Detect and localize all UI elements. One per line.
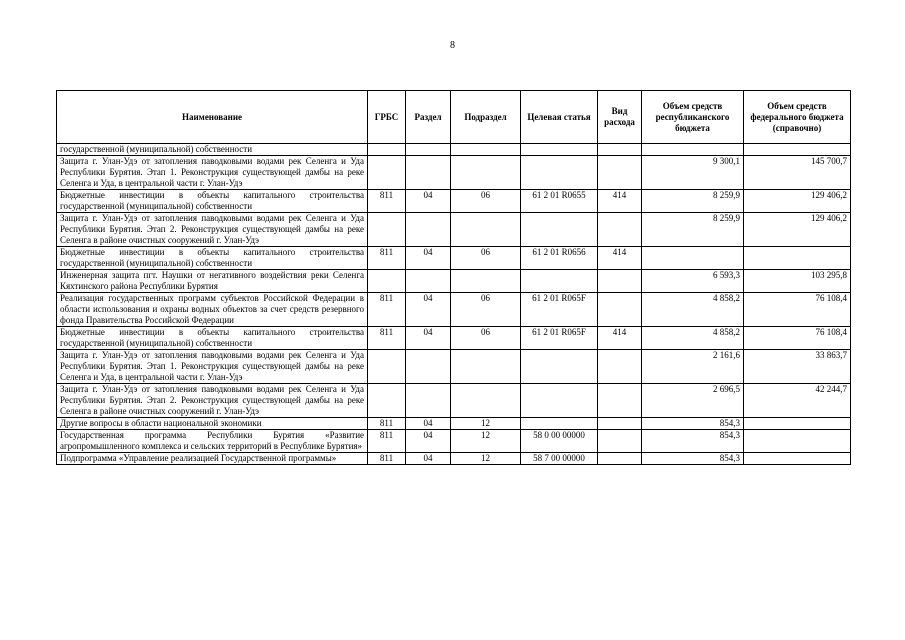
page-number: 8	[450, 40, 455, 51]
cell-target	[521, 384, 598, 418]
header-name: Наименование	[57, 91, 368, 144]
cell-target: 61 2 01 R065F	[521, 327, 598, 350]
table-row	[57, 156, 851, 190]
header-expense-type: Вид расхода	[598, 91, 642, 144]
cell-subsection	[451, 384, 521, 418]
cell-target: 61 2 01 R0655	[521, 190, 598, 213]
cell-target	[521, 156, 598, 190]
cell-subsection: 06	[451, 327, 521, 350]
cell-federal-budget	[744, 453, 851, 465]
cell-grbs	[368, 213, 406, 247]
cell-federal-budget: 129 406,2	[744, 190, 851, 213]
cell-expense-type: 414	[598, 327, 642, 350]
table-row	[57, 453, 851, 465]
cell-section: 04	[406, 418, 451, 430]
cell-subsection: 06	[451, 293, 521, 327]
cell-federal-budget: 129 406,2	[744, 213, 851, 247]
cell-federal-budget	[744, 418, 851, 430]
cell-grbs	[368, 144, 406, 156]
cell-subsection	[451, 350, 521, 384]
header-federal-budget: Объем средств федерального бюджета (справочно)	[744, 91, 851, 144]
header-grbs: ГРБС	[368, 91, 406, 144]
cell-expense-type	[598, 453, 642, 465]
cell-name: Другие вопросы в области национальной экономики	[57, 418, 368, 430]
cell-republic-budget: 6 593,3	[642, 270, 744, 293]
table-row	[57, 327, 851, 350]
cell-subsection	[451, 156, 521, 190]
cell-name: Государственная программа Республики Бурятия «Развитие агропромышленного комплекса и сельских территорий в Республике Бурятия»	[57, 430, 368, 453]
cell-republic-budget: 854,3	[642, 453, 744, 465]
cell-name: Реализация государственных программ субъектов Российской Федерации в области использования и охраны водных объектов за счет средств резервного фонда Правительства Российской Федерации	[57, 293, 368, 327]
cell-grbs: 811	[368, 247, 406, 270]
budget-table	[56, 90, 851, 465]
header-target: Целевая статья	[521, 91, 598, 144]
cell-section: 04	[406, 453, 451, 465]
cell-section: 04	[406, 430, 451, 453]
cell-expense-type	[598, 418, 642, 430]
header-section: Раздел	[406, 91, 451, 144]
cell-section: 04	[406, 190, 451, 213]
cell-name: Инженерная защита пгт. Наушки от негативного воздействия реки Селенга Кяхтинского района Республики Бурятия	[57, 270, 368, 293]
cell-subsection: 12	[451, 430, 521, 453]
cell-target	[521, 213, 598, 247]
table-row	[57, 270, 851, 293]
cell-subsection: 12	[451, 453, 521, 465]
cell-republic-budget: 854,3	[642, 418, 744, 430]
cell-section	[406, 384, 451, 418]
cell-expense-type	[598, 144, 642, 156]
cell-section: 04	[406, 327, 451, 350]
cell-federal-budget: 76 108,4	[744, 293, 851, 327]
cell-name: Бюджетные инвестиции в объекты капитального строительства государственной (муниципальной) собственности	[57, 247, 368, 270]
cell-target: 61 2 01 R065F	[521, 293, 598, 327]
table-row	[57, 247, 851, 270]
table-row	[57, 190, 851, 213]
cell-name: Защита г. Улан-Удэ от затопления паводковыми водами рек Селенга и Уда Республики Бурятия. Этап 2. Реконструкция существующей дамбы на реке Селенга в районе очистных сооружений г. Улан-Удэ	[57, 213, 368, 247]
table-row	[57, 350, 851, 384]
cell-section	[406, 270, 451, 293]
cell-grbs: 811	[368, 190, 406, 213]
cell-name: Защита г. Улан-Удэ от затопления паводковыми водами рек Селенга и Уда Республики Бурятия. Этап 1. Реконструкция существующей дамбы на реке Селенга и Уда, в центральной части г. Улан-Удэ	[57, 350, 368, 384]
cell-federal-budget: 76 108,4	[744, 327, 851, 350]
table-row	[57, 418, 851, 430]
cell-expense-type	[598, 384, 642, 418]
cell-grbs: 811	[368, 453, 406, 465]
cell-expense-type	[598, 350, 642, 384]
cell-expense-type	[598, 430, 642, 453]
cell-name: Подпрограмма «Управление реализацией Государственной программы»	[57, 453, 368, 465]
cell-expense-type	[598, 156, 642, 190]
cell-federal-budget: 145 700,7	[744, 156, 851, 190]
cell-section	[406, 144, 451, 156]
table-header-row	[57, 91, 851, 144]
table-row	[57, 430, 851, 453]
cell-expense-type: 414	[598, 190, 642, 213]
cell-grbs	[368, 156, 406, 190]
cell-section: 04	[406, 247, 451, 270]
cell-name: Защита г. Улан-Удэ от затопления паводковыми водами рек Селенга и Уда Республики Бурятия. Этап 2. Реконструкция существующей дамбы на реке Селенга в районе очистных сооружений г. Улан-Удэ	[57, 384, 368, 418]
cell-grbs	[368, 384, 406, 418]
cell-federal-budget: 103 295,8	[744, 270, 851, 293]
cell-grbs: 811	[368, 430, 406, 453]
cell-subsection: 12	[451, 418, 521, 430]
cell-republic-budget: 4 858,2	[642, 293, 744, 327]
cell-section	[406, 156, 451, 190]
cell-target	[521, 270, 598, 293]
cell-republic-budget: 9 300,1	[642, 156, 744, 190]
cell-section	[406, 350, 451, 384]
cell-grbs	[368, 350, 406, 384]
cell-republic-budget: 8 259,9	[642, 190, 744, 213]
cell-grbs: 811	[368, 418, 406, 430]
cell-target	[521, 350, 598, 384]
cell-federal-budget	[744, 247, 851, 270]
cell-republic-budget: 8 259,9	[642, 213, 744, 247]
cell-subsection: 06	[451, 190, 521, 213]
cell-federal-budget	[744, 144, 851, 156]
header-subsection: Подраздел	[451, 91, 521, 144]
cell-subsection	[451, 270, 521, 293]
cell-subsection	[451, 213, 521, 247]
cell-expense-type	[598, 293, 642, 327]
cell-federal-budget: 42 244,7	[744, 384, 851, 418]
cell-subsection	[451, 144, 521, 156]
table-row	[57, 213, 851, 247]
cell-name: государственной (муниципальной) собственности	[57, 144, 368, 156]
cell-federal-budget	[744, 430, 851, 453]
cell-section	[406, 213, 451, 247]
header-republic-budget: Объем средств республиканского бюджета	[642, 91, 744, 144]
cell-republic-budget: 2 696,5	[642, 384, 744, 418]
table-row	[57, 144, 851, 156]
cell-target: 61 2 01 R0656	[521, 247, 598, 270]
cell-expense-type	[598, 270, 642, 293]
cell-expense-type	[598, 213, 642, 247]
cell-republic-budget	[642, 144, 744, 156]
cell-republic-budget	[642, 247, 744, 270]
cell-expense-type: 414	[598, 247, 642, 270]
cell-grbs	[368, 270, 406, 293]
cell-republic-budget: 2 161,6	[642, 350, 744, 384]
cell-federal-budget: 33 863,7	[744, 350, 851, 384]
cell-name: Бюджетные инвестиции в объекты капитального строительства государственной (муниципальной) собственности	[57, 327, 368, 350]
cell-subsection: 06	[451, 247, 521, 270]
cell-republic-budget: 4 858,2	[642, 327, 744, 350]
cell-target	[521, 144, 598, 156]
cell-grbs: 811	[368, 327, 406, 350]
cell-target: 58 7 00 00000	[521, 453, 598, 465]
table-row	[57, 384, 851, 418]
table-row	[57, 293, 851, 327]
cell-target: 58 0 00 00000	[521, 430, 598, 453]
cell-republic-budget: 854,3	[642, 430, 744, 453]
cell-name: Защита г. Улан-Удэ от затопления паводковыми водами рек Селенга и Уда Республики Бурятия. Этап 1. Реконструкция существующей дамбы на реке Селенга и Уда, в центральной части г. Улан-Удэ	[57, 156, 368, 190]
table-body	[57, 144, 851, 465]
cell-grbs: 811	[368, 293, 406, 327]
cell-target	[521, 418, 598, 430]
cell-section: 04	[406, 293, 451, 327]
cell-name: Бюджетные инвестиции в объекты капитального строительства государственной (муниципальной) собственности	[57, 190, 368, 213]
